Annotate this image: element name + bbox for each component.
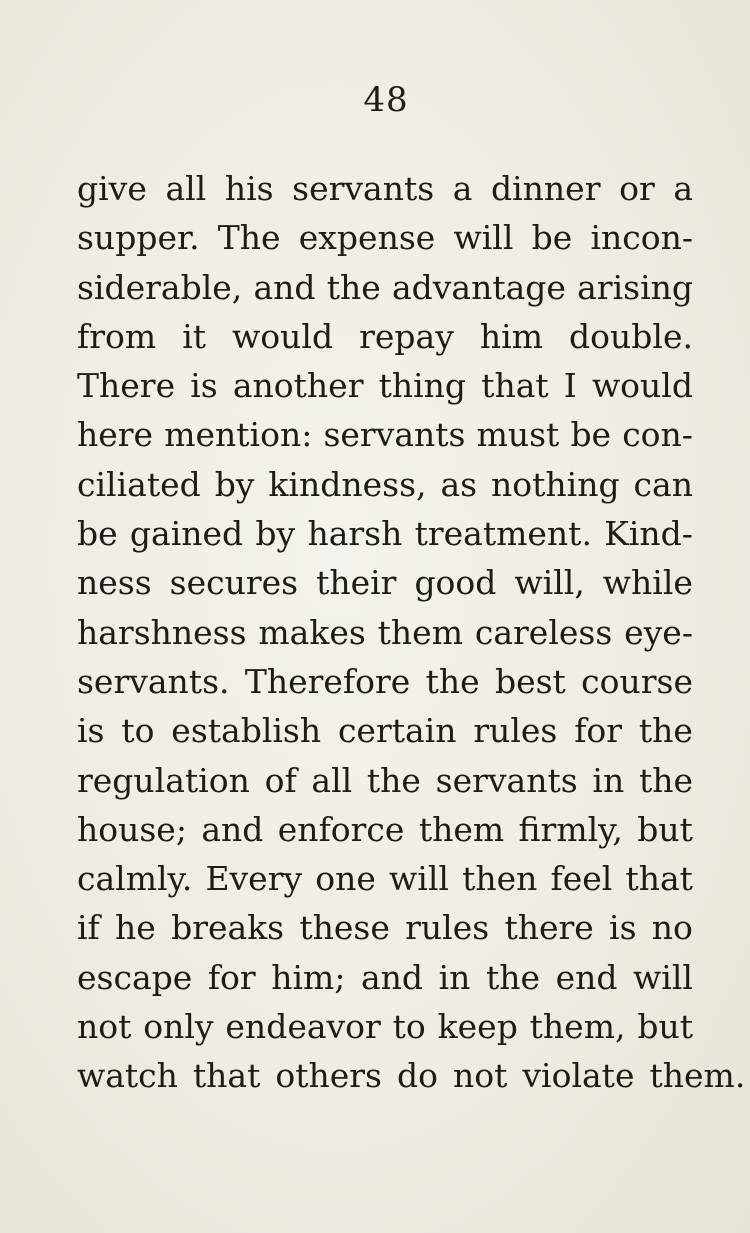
- word: course: [581, 661, 693, 701]
- word: be: [531, 218, 573, 258]
- word: double.: [569, 316, 693, 356]
- word: feel: [550, 859, 613, 899]
- text-line: [77, 164, 693, 213]
- word: to: [121, 711, 155, 751]
- word: house;: [77, 809, 187, 849]
- word: and: [253, 267, 316, 307]
- word: a: [452, 169, 473, 208]
- word: there: [504, 908, 594, 948]
- word: good: [414, 563, 497, 603]
- word: and: [361, 957, 424, 997]
- word: servants.: [77, 661, 230, 701]
- word: for: [574, 711, 623, 751]
- word: his: [224, 169, 274, 208]
- word: The: [217, 218, 281, 258]
- word: and: [201, 809, 264, 849]
- word: rules: [473, 711, 558, 751]
- word: rules: [405, 908, 490, 948]
- word: keep: [437, 1007, 518, 1047]
- word: the: [485, 957, 541, 997]
- text-line: [77, 1002, 693, 1051]
- word: by: [255, 514, 296, 554]
- page-text: [77, 164, 746, 1101]
- word: servants: [323, 415, 466, 455]
- word: the: [326, 267, 381, 307]
- word: violate: [522, 1056, 635, 1096]
- word: do: [397, 1056, 438, 1096]
- word: the: [638, 711, 693, 751]
- word: Therefore: [244, 661, 411, 701]
- word: Every: [205, 859, 303, 899]
- text-line: [77, 410, 693, 459]
- word: escape: [77, 957, 193, 997]
- word: in: [438, 957, 471, 997]
- word: not: [77, 1007, 132, 1047]
- word: repay: [359, 316, 454, 356]
- word: would: [232, 316, 334, 356]
- word: that: [192, 1056, 261, 1096]
- word: the: [366, 760, 421, 800]
- word: harsh: [307, 514, 403, 554]
- word: no: [651, 908, 693, 948]
- word: him;: [271, 957, 346, 997]
- text-line: [77, 558, 693, 607]
- word: supper.: [77, 218, 200, 258]
- word: only: [143, 1007, 214, 1047]
- word: treatment.: [414, 514, 592, 554]
- text-line: [77, 805, 693, 854]
- word: a: [673, 169, 693, 208]
- word: siderable,: [77, 267, 243, 307]
- word: firmly,: [518, 809, 623, 849]
- text-line: [77, 213, 693, 262]
- word: be: [570, 415, 612, 455]
- word: from: [77, 316, 157, 356]
- text-line: [77, 263, 693, 312]
- word: if: [77, 908, 100, 948]
- word: thing: [378, 366, 467, 406]
- word: others: [275, 1056, 382, 1096]
- word: while: [602, 563, 693, 603]
- word: I: [563, 366, 577, 406]
- word: is: [77, 711, 105, 751]
- word: them: [377, 612, 464, 652]
- word: ness: [77, 563, 152, 603]
- word: these: [299, 908, 390, 948]
- word: establish: [171, 711, 322, 751]
- word: one: [315, 859, 376, 899]
- word: breaks: [171, 908, 285, 948]
- text-line: [77, 312, 693, 361]
- word: advantage: [391, 267, 566, 307]
- word: but: [637, 809, 693, 849]
- word: is: [609, 908, 637, 948]
- word: expense: [298, 218, 436, 258]
- text-line: [77, 1051, 746, 1100]
- word: Kind-: [604, 514, 693, 554]
- text-line: [77, 460, 693, 509]
- word: would: [591, 366, 693, 406]
- word: for: [207, 957, 256, 997]
- word: of: [264, 760, 297, 800]
- word: that: [625, 859, 693, 899]
- word: endeavor: [225, 1007, 381, 1047]
- word: but: [637, 1007, 693, 1047]
- word: gained: [129, 514, 244, 554]
- word: dinner: [491, 169, 601, 208]
- word: all: [311, 760, 353, 800]
- text-line: [77, 657, 693, 706]
- word: can: [633, 464, 693, 504]
- word: careless: [474, 612, 613, 652]
- word: not: [453, 1056, 508, 1096]
- word: watch: [77, 1056, 178, 1096]
- word: certain: [337, 711, 457, 751]
- word: con-: [622, 415, 693, 455]
- word: by: [214, 464, 255, 504]
- word: servants: [292, 169, 435, 208]
- word: here: [77, 415, 154, 455]
- word: him: [479, 316, 544, 356]
- word: arising: [577, 267, 693, 307]
- word: end: [555, 957, 618, 997]
- word: must: [476, 415, 560, 455]
- word: is: [190, 366, 218, 406]
- word: it: [182, 316, 207, 356]
- word: their: [316, 563, 397, 603]
- text-line: [77, 608, 693, 657]
- word: enforce: [277, 809, 405, 849]
- word: in: [592, 760, 625, 800]
- word: best: [494, 661, 566, 701]
- word: harshness: [77, 612, 247, 652]
- word: give: [77, 169, 147, 208]
- word: he: [115, 908, 156, 948]
- text-line: [77, 509, 693, 558]
- word: as: [440, 464, 478, 504]
- word: will,: [514, 563, 585, 603]
- word: will: [633, 957, 693, 997]
- word: them,: [529, 1007, 626, 1047]
- word: servants: [435, 760, 578, 800]
- word: will: [453, 218, 514, 258]
- text-line: [77, 903, 693, 952]
- word: all: [165, 169, 207, 208]
- word: mention:: [164, 415, 313, 455]
- word: kindness,: [268, 464, 427, 504]
- word: that: [481, 366, 549, 406]
- word: or: [619, 169, 655, 208]
- word: regulation: [77, 760, 250, 800]
- word: secures: [169, 563, 299, 603]
- text-line: [77, 756, 693, 805]
- text-line: [77, 706, 693, 755]
- word: them.: [649, 1056, 746, 1096]
- text-line: [77, 854, 693, 903]
- word: be: [77, 514, 118, 554]
- word: then: [462, 859, 538, 899]
- word: to: [392, 1007, 426, 1047]
- word: eye-: [624, 612, 693, 652]
- word: calmly.: [77, 859, 193, 899]
- word: them: [418, 809, 505, 849]
- word: ciliated: [77, 464, 201, 504]
- word: the: [425, 661, 480, 701]
- word: will: [389, 859, 449, 899]
- text-line: [77, 361, 693, 410]
- page-number: 48: [363, 80, 409, 120]
- word: incon-: [590, 218, 693, 258]
- word: another: [232, 366, 364, 406]
- word: There: [77, 366, 176, 406]
- text-line: [77, 953, 693, 1002]
- word: nothing: [491, 464, 620, 504]
- word: the: [638, 760, 693, 800]
- word: makes: [258, 612, 366, 652]
